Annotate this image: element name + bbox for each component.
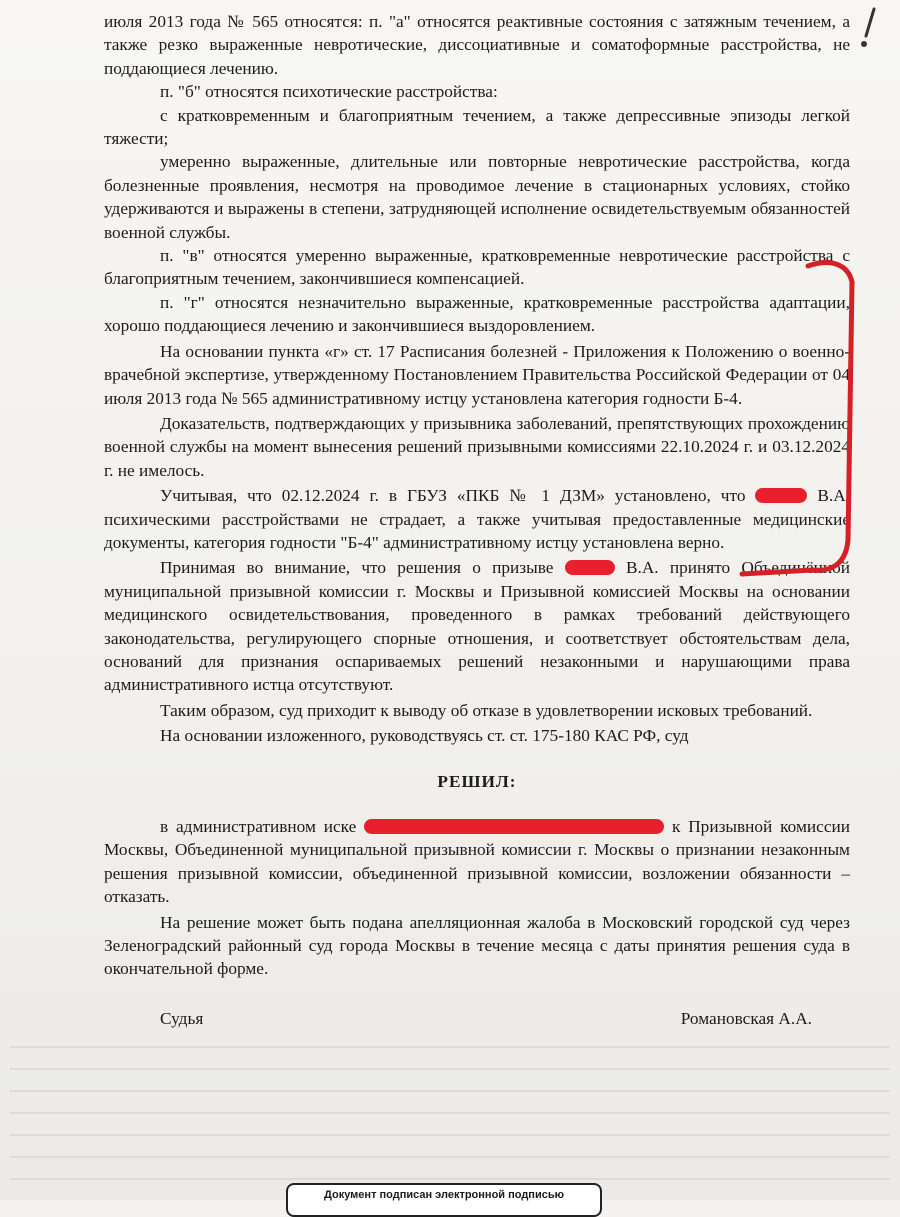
paragraph-11: Таким образом, суд приходит к выводу об отказе в удовлетворении исковых требований. [160,700,813,720]
paragraph-3: с кратковременным и благоприятным течением, а также депрессивные эпизоды легкой тяжести; [104,105,850,149]
paragraph-1: июля 2013 года № 565 относятся: п. "а" относятся реактивные состояния с затяжным течением, а также резко выраженные невротические, диссоциативные и соматоформные расстройства, не поддающиеся лечению. [104,12,850,78]
bleed-through-text [10,1040,890,1180]
paragraph-13-end: к Призывной комиссии Москвы, Объединенной муниципальной призывной комиссии г. Москвы о признании незаконным решения призывной комиссии, объединенной призывной комиссии, возложении обязанности – отказать. [104,817,850,907]
corner-pen-mark [856,6,880,50]
paragraph-9-start: Учитывая, что 02.12.2024 г. в ГБУЗ «ПКБ № 1 ДЗМ» установлено, что [160,486,756,506]
paragraph-10 [104,556,850,696]
paragraph-6: п. "г" относятся незначительно выраженные, кратковременные расстройства адаптации, хорошо поддающиеся лечению и закончившиеся выздоровлением. [104,292,850,336]
paragraph-8: Доказательств, подтверждающих у призывника заболеваний, препятствующих прохождению военной службы на момент вынесения решений призывными комиссиями 22.10.2024 г. и 03.12.2024 г. не имелось. [104,413,850,480]
paragraph-13 [104,815,850,909]
judge-role: Судья [160,1008,204,1028]
document-body [104,10,850,1030]
paragraph-13-start: в административном иске [160,817,365,836]
paragraph-10-start: Принимая во внимание, что решения о призыве [160,558,565,578]
redaction-mark [364,819,664,834]
paragraph-5: п. "в" относятся умеренно выраженные, кратковременные невротические расстройства с благоприятным течением, закончившиеся компенсацией. [104,246,850,289]
paragraph-7: На основании пункта «г» ст. 17 Расписания болезней - Приложения к Положению о военно-врачебной экспертизе, утвержденному Постановлением Правительства Российской Федерации от 04 июля 2013 года № 565 административному истцу установлена категория годности Б-4. [104,341,850,408]
signature-line [104,1007,850,1030]
judge-name: Романовская А.А. [680,1008,812,1028]
paragraph-9-end: В.А. психическими расстройствами не страдает, а также учитывая предоставленные медицинские документы, категория годности "Б-4" административному истцу установлена верно. [104,486,850,552]
paragraph-2: п. "б" относятся психотические расстройства: [160,82,498,102]
paragraph-12: На основании изложенного, руководствуясь ст. ст. 175-180 КАС РФ, суд [160,726,689,746]
electronic-signature-stamp: Документ подписан электронной подписью [286,1183,602,1217]
decision-title: РЕШИЛ: [437,771,517,791]
paragraph-10-end: В.А. принято Объединённой муниципальной призывной комиссии г. Москвы и Призывной комиссией Москвы на основании медицинского освидетельствования, проведенного в рамках требований действующего законодательства, регулирующего спорные отношения, и соответствует обстоятельствам дела, оснований для признания оспариваемых решений незаконными и нарушающими права административного истца отсутствуют. [104,558,850,695]
redaction-mark [755,488,807,503]
paragraph-14: На решение может быть подана апелляционная жалоба в Московский городской суд через Зеленоградский районный суд города Москвы в течение месяца с даты принятия решения суда в окончательной форме. [104,912,850,979]
redaction-mark [565,560,615,575]
paragraph-9 [104,484,850,554]
paragraph-4: умеренно выраженные, длительные или повторные невротические расстройства, когда болезненные проявления, несмотря на проводимое лечение в стационарных условиях, стойко удерживаются и выражены в степени, затрудняющей исполнение освидетельствуемым обязанностей военной службы. [104,152,850,242]
